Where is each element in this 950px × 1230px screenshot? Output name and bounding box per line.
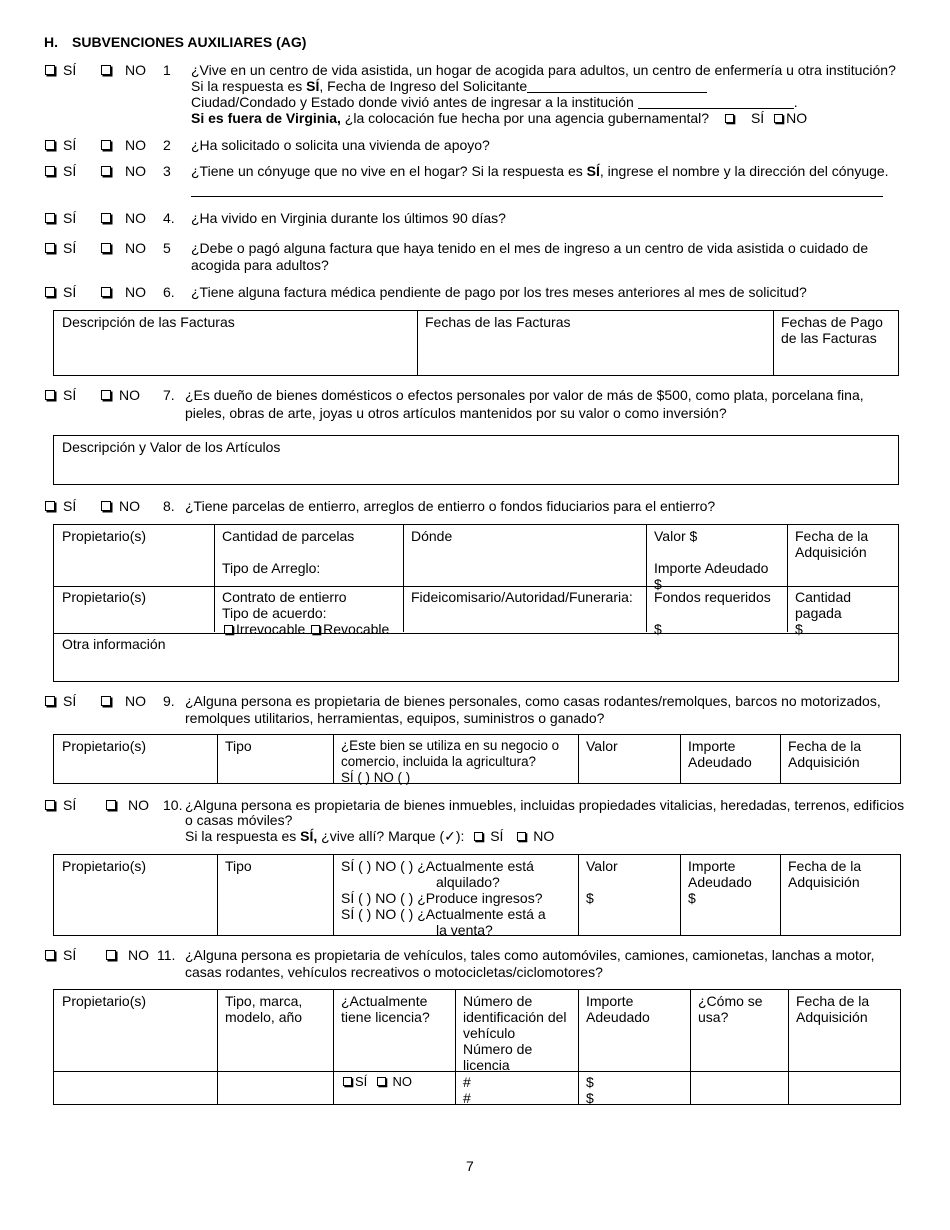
payment-dates-line1: Fechas de Pago bbox=[781, 314, 883, 330]
no-label: NO bbox=[125, 62, 146, 78]
checkbox-icon[interactable] bbox=[45, 140, 55, 150]
type-header: Tipo bbox=[225, 858, 252, 874]
checkbox-icon[interactable] bbox=[474, 832, 483, 841]
page-number: 7 bbox=[466, 1158, 474, 1174]
q7-no-option[interactable] bbox=[101, 387, 140, 403]
acq-date-line1: Fecha de la bbox=[788, 738, 862, 754]
vin-header bbox=[455, 990, 575, 1076]
trustee-header: Fideicomisario/Autoridad/Funeraria: bbox=[411, 589, 633, 605]
q9-text-line2: remolques utilitarios, herramientas, equipos, suministros o ganado? bbox=[185, 710, 605, 726]
acq-date-line1: Fecha de la bbox=[795, 528, 869, 544]
licensed-header bbox=[333, 990, 438, 1028]
no-label: NO bbox=[125, 284, 146, 300]
q6-text: ¿Tiene alguna factura médica pendiente de pago por los tres meses anteriores al mes de solicitud? bbox=[191, 284, 807, 300]
q3-textb: SÍ bbox=[586, 163, 600, 179]
q5-yes-option[interactable] bbox=[45, 240, 76, 256]
yes-label: SÍ bbox=[750, 110, 765, 126]
burial-contract-label: Contrato de entierro bbox=[222, 589, 347, 605]
q3-no-option[interactable] bbox=[101, 163, 146, 179]
vin-values bbox=[455, 1071, 479, 1109]
q10-live-there-line bbox=[185, 828, 554, 845]
burial-table bbox=[53, 524, 899, 682]
checkbox-icon[interactable] bbox=[45, 213, 55, 223]
checkbox-icon[interactable] bbox=[45, 800, 55, 810]
value-label: Valor $ bbox=[654, 528, 698, 544]
q1-line2b: SÍ bbox=[306, 78, 320, 94]
yes-label: SÍ bbox=[63, 947, 77, 963]
section-title: SUBVENCIONES AUXILIARES (AG) bbox=[72, 34, 307, 50]
checkbox-icon[interactable] bbox=[45, 287, 55, 297]
q11-text-line2: casas rodantes, vehículos recreativos o motocicletas/ciclomotores? bbox=[185, 964, 603, 980]
acq-date-line2: Adquisición bbox=[795, 544, 867, 560]
items-description-header: Descripción y Valor de los Artículos bbox=[62, 439, 281, 455]
q4-yes-option[interactable] bbox=[45, 210, 76, 226]
no-label: NO bbox=[119, 498, 140, 514]
bill-dates-header: Fechas de las Facturas bbox=[425, 314, 571, 330]
q10-number: 10. bbox=[163, 797, 183, 813]
funds-required-label: Fondos requeridos bbox=[654, 589, 771, 605]
owner-header: Propietario(s) bbox=[62, 993, 147, 1009]
amount-owed-header bbox=[680, 735, 760, 773]
for-sale-question-cont: la venta? bbox=[436, 922, 493, 938]
no-label: NO bbox=[786, 110, 808, 126]
amount-owed-line2: Adeudado bbox=[688, 874, 752, 890]
amount-paid-dollar: $ bbox=[795, 621, 803, 637]
checkbox-icon[interactable] bbox=[101, 140, 111, 150]
q1-text: ¿Vive en un centro de vida asistida, un hogar de acogida para adultos, un centro de enfermería u otra institución? bbox=[191, 62, 896, 78]
q2-number: 2 bbox=[163, 137, 171, 153]
other-info-header: Otra información bbox=[62, 636, 166, 652]
yes-label: SÍ bbox=[355, 1074, 368, 1089]
licensed-line1: ¿Actualmente bbox=[341, 993, 428, 1009]
q3-number: 3 bbox=[163, 163, 171, 179]
no-label: NO bbox=[128, 947, 149, 963]
checkbox-icon[interactable] bbox=[45, 65, 55, 75]
checkbox-icon[interactable] bbox=[101, 696, 111, 706]
q7-text-line2: pieles, obras de arte, joyas u otros artículos mantenidos por su valor o como inversión? bbox=[185, 405, 727, 421]
q1-line2a: Si la respuesta es bbox=[191, 78, 307, 94]
q2-text: ¿Ha solicitado o solicita una vivienda de apoyo? bbox=[191, 137, 490, 153]
vin-line3: vehículo bbox=[463, 1025, 516, 1041]
section-letter: H. bbox=[44, 34, 58, 50]
acquisition-date-header bbox=[780, 735, 869, 773]
section-heading bbox=[44, 34, 306, 50]
amount-owed-line2: Adeudado bbox=[688, 754, 752, 770]
acq-date-line2: Adquisición bbox=[788, 874, 860, 890]
q3-textc: , ingrese el nombre y la dirección del cónyuge. bbox=[599, 163, 889, 179]
q3-text bbox=[191, 163, 889, 179]
checkbox-icon[interactable] bbox=[106, 800, 116, 810]
value-cell bbox=[578, 855, 626, 909]
amount-owed-label: Importe Adeudado bbox=[654, 560, 769, 576]
owed-dollar-1: $ bbox=[586, 1074, 594, 1090]
q3-yes-option[interactable] bbox=[45, 163, 76, 179]
usage-header bbox=[690, 990, 771, 1028]
personal-property-table bbox=[53, 734, 901, 784]
admission-date-field[interactable] bbox=[527, 79, 707, 93]
no-label: NO bbox=[128, 797, 149, 813]
q10-line3b: SÍ, bbox=[300, 828, 318, 844]
amount-owed-line1: Importe bbox=[688, 738, 736, 754]
q9-text-line1: ¿Alguna persona es propietaria de bienes personales, como casas rodantes/remolques, barcos no motorizados, bbox=[185, 693, 881, 709]
checkbox-icon[interactable] bbox=[101, 65, 111, 75]
yes-label: SÍ bbox=[63, 137, 77, 153]
owner-header: Propietario(s) bbox=[62, 528, 147, 544]
amount-paid-line2: pagada bbox=[795, 605, 842, 621]
q9-no-option[interactable] bbox=[101, 693, 146, 709]
q10-line3a: Si la respuesta es bbox=[185, 828, 301, 844]
checkbox-icon[interactable] bbox=[45, 166, 55, 176]
checkbox-icon[interactable] bbox=[45, 696, 55, 706]
irrevocable-label: Irrevocable bbox=[236, 621, 306, 637]
acq-date-line1: Fecha de la bbox=[788, 858, 862, 874]
make-model-line2: modelo, año bbox=[225, 1009, 303, 1025]
license-number-line1: Número de bbox=[463, 1041, 533, 1057]
checkbox-icon[interactable] bbox=[343, 1077, 352, 1086]
prior-residence-field[interactable] bbox=[638, 95, 794, 109]
usage-line2: usa? bbox=[698, 1009, 729, 1025]
yes-label: SÍ bbox=[63, 62, 77, 78]
plots-count-label: Cantidad de parcelas bbox=[222, 528, 355, 544]
business-use-line2: comercio, incluida la agricultura? bbox=[341, 754, 537, 769]
checkbox-icon[interactable] bbox=[45, 501, 55, 511]
q1-line3: Ciudad/Condado y Estado donde vivió antes de ingresar a la institución bbox=[191, 94, 634, 110]
business-use-cell bbox=[333, 735, 567, 789]
owed-values bbox=[578, 1071, 602, 1109]
q1-number: 1 bbox=[163, 62, 171, 78]
no-label: NO bbox=[119, 387, 140, 403]
household-goods-table bbox=[53, 435, 899, 485]
rented-question[interactable]: SÍ ( ) NO ( ) ¿Actualmente está bbox=[341, 858, 534, 874]
q5-text-line1: ¿Debe o pagó alguna factura que haya tenido en el mes de ingreso a un centro de vida asistida o cuidado de bbox=[191, 240, 869, 256]
vin-line1: Número de bbox=[463, 993, 533, 1009]
vin-line2: identificación del bbox=[463, 1009, 567, 1025]
q11-no-option[interactable] bbox=[106, 947, 149, 963]
owed-dollar-2: $ bbox=[586, 1090, 594, 1106]
q5-text-line2: acogida para adultos? bbox=[191, 257, 329, 273]
no-label: NO bbox=[125, 240, 146, 256]
arrangement-type-label: Tipo de Arreglo: bbox=[222, 560, 321, 576]
value-label: Valor bbox=[586, 858, 618, 874]
q1-line4a: Si es fuera de Virginia, bbox=[191, 110, 341, 126]
yes-label: SÍ bbox=[490, 828, 504, 844]
q4-no-option[interactable] bbox=[101, 210, 146, 226]
revocable-checkbox-icon[interactable] bbox=[311, 625, 320, 634]
make-model-line1: Tipo, marca, bbox=[225, 993, 303, 1009]
checkbox-icon[interactable] bbox=[101, 390, 111, 400]
q9-number: 9. bbox=[163, 693, 175, 709]
yes-label: SÍ bbox=[63, 210, 77, 226]
q8-number: 8. bbox=[163, 498, 175, 514]
amount-owed-line1: Importe bbox=[688, 858, 736, 874]
q5-no-option[interactable] bbox=[101, 240, 146, 256]
amount-owed-line2: Adeudado bbox=[586, 1009, 650, 1025]
q11-text-line1: ¿Alguna persona es propietaria de vehículos, tales como automóviles, camiones, camionetas, lanchas a motor, bbox=[185, 947, 875, 963]
q10-text-line2: o casas móviles? bbox=[185, 812, 293, 828]
q1-prior-residence-line: Ciudad/Condado y Estado donde vivió antes de ingresar a la institución . bbox=[191, 94, 798, 110]
q4-text: ¿Ha vivido en Virginia durante los últimos 90 días? bbox=[191, 210, 506, 226]
amount-paid-cell bbox=[787, 586, 859, 640]
owner-header-2: Propietario(s) bbox=[62, 589, 147, 605]
for-sale-question[interactable]: SÍ ( ) NO ( ) ¿Actualmente está a bbox=[341, 906, 546, 922]
licensed-options[interactable] bbox=[333, 1071, 420, 1093]
q10-yes-option[interactable] bbox=[45, 797, 76, 813]
irrevocable-checkbox-icon[interactable] bbox=[224, 625, 233, 634]
q5-number: 5 bbox=[163, 240, 171, 256]
no-label: NO bbox=[125, 137, 146, 153]
value-header: Valor bbox=[586, 738, 618, 754]
yes-label: SÍ bbox=[63, 240, 77, 256]
q6-number: 6. bbox=[163, 284, 175, 300]
no-label: NO bbox=[125, 210, 146, 226]
q8-text: ¿Tiene parcelas de entierro, arreglos de entierro o fondos fiduciarios para el entierro? bbox=[185, 498, 716, 514]
amount-owed-dollar: $ bbox=[688, 890, 696, 906]
rented-question-cont: alquilado? bbox=[436, 874, 500, 890]
checkbox-icon[interactable] bbox=[45, 390, 55, 400]
amount-owed-line1: Importe bbox=[586, 993, 634, 1009]
q1-no-option[interactable] bbox=[101, 62, 146, 78]
checkbox-icon[interactable] bbox=[45, 950, 55, 960]
vehicles-table bbox=[53, 989, 901, 1105]
checkbox-icon[interactable] bbox=[101, 213, 111, 223]
type-header: Tipo bbox=[225, 738, 252, 754]
no-label: NO bbox=[392, 1074, 413, 1089]
agreement-type-label: Tipo de acuerdo: bbox=[222, 605, 327, 621]
q3-texta: ¿Tiene un cónyuge que no vive en el hogar? Si la respuesta es bbox=[191, 163, 587, 179]
q10-line3c: ¿vive allí? Marque (✓): bbox=[317, 828, 465, 844]
checkbox-icon[interactable] bbox=[101, 243, 111, 253]
payment-dates-header bbox=[773, 311, 891, 349]
value-cell bbox=[646, 525, 776, 595]
yes-label: SÍ bbox=[63, 163, 77, 179]
license-number-line2: licencia bbox=[463, 1057, 510, 1073]
q1-admission-date-line bbox=[191, 78, 707, 94]
vin-hash: # bbox=[463, 1074, 471, 1090]
amount-paid-line1: Cantidad bbox=[795, 589, 852, 605]
acq-date-line2: Adquisición bbox=[796, 1009, 868, 1025]
no-label: NO bbox=[125, 693, 146, 709]
q6-yes-option[interactable] bbox=[45, 284, 76, 300]
q11-yes-option[interactable] bbox=[45, 947, 76, 963]
checkbox-icon[interactable] bbox=[725, 114, 734, 123]
yes-label: SÍ bbox=[63, 693, 77, 709]
payment-dates-line2: de las Facturas bbox=[781, 330, 877, 346]
funds-required-dollar: $ bbox=[654, 621, 662, 637]
no-label: NO bbox=[533, 828, 555, 844]
acquisition-date-cell bbox=[780, 855, 869, 893]
checkbox-icon[interactable] bbox=[377, 1077, 386, 1086]
q7-yes-option[interactable] bbox=[45, 387, 76, 403]
bill-description-header: Descripción de las Facturas bbox=[62, 314, 235, 330]
yes-label: SÍ bbox=[63, 797, 77, 813]
licensed-line2: tiene licencia? bbox=[341, 1009, 430, 1025]
q1-virginia-line bbox=[191, 110, 807, 126]
q2-yes-option[interactable] bbox=[45, 137, 76, 153]
checkbox-icon[interactable] bbox=[774, 114, 783, 123]
q8-no-option[interactable] bbox=[101, 498, 140, 514]
q4-number: 4. bbox=[163, 210, 175, 226]
checkbox-icon[interactable] bbox=[101, 287, 111, 297]
checkbox-icon[interactable] bbox=[45, 243, 55, 253]
acquisition-date-header bbox=[788, 990, 877, 1028]
q10-text-line1: ¿Alguna persona es propietaria de bienes inmuebles, incluidas propiedades vitalicias, heredadas, terrenos, edificios bbox=[185, 797, 905, 813]
checkbox-icon[interactable] bbox=[517, 832, 526, 841]
q7-number: 7. bbox=[163, 387, 175, 403]
plots-cell bbox=[214, 525, 362, 579]
spouse-info-line[interactable] bbox=[191, 196, 883, 197]
q1-yes-option[interactable] bbox=[45, 62, 76, 78]
no-label: NO bbox=[125, 163, 146, 179]
amount-owed-header bbox=[578, 990, 658, 1028]
burial-contract-cell bbox=[214, 586, 397, 640]
owner-header: Propietario(s) bbox=[62, 738, 147, 754]
q1-line2c: , Fecha de Ingreso del Solicitante bbox=[319, 78, 528, 94]
license-hash: # bbox=[463, 1090, 471, 1106]
amount-owed-dollar: $ bbox=[654, 576, 662, 592]
q6-no-option[interactable] bbox=[101, 284, 146, 300]
q2-no-option[interactable] bbox=[101, 137, 146, 153]
make-model-header bbox=[217, 990, 310, 1028]
q9-yes-option[interactable] bbox=[45, 693, 76, 709]
real-estate-table bbox=[53, 854, 901, 936]
value-dollar: $ bbox=[586, 890, 594, 906]
where-header: Dónde bbox=[411, 528, 453, 544]
q11-number: 11. bbox=[157, 947, 176, 963]
acq-date-line2: Adquisición bbox=[788, 754, 860, 770]
checkbox-icon[interactable] bbox=[101, 166, 111, 176]
acq-date-line1: Fecha de la bbox=[796, 993, 870, 1009]
usage-line1: ¿Cómo se bbox=[698, 993, 763, 1009]
funds-required-cell bbox=[646, 586, 779, 640]
q1-line4b: ¿la colocación fue hecha por una agencia gubernamental? bbox=[340, 110, 710, 126]
checkbox-icon[interactable] bbox=[106, 950, 116, 960]
owner-header: Propietario(s) bbox=[62, 858, 147, 874]
business-use-line1: ¿Este bien se utiliza en su negocio o bbox=[341, 738, 560, 753]
amount-owed-cell bbox=[680, 855, 760, 909]
yes-label: SÍ bbox=[63, 498, 77, 514]
yes-label: SÍ bbox=[63, 284, 77, 300]
yes-label: SÍ bbox=[63, 387, 77, 403]
q10-no-option[interactable] bbox=[106, 797, 149, 813]
business-use-yes-no[interactable]: SÍ ( ) NO ( ) bbox=[341, 770, 411, 785]
revocable-label: Revocable bbox=[323, 621, 390, 637]
income-question[interactable]: SÍ ( ) NO ( ) ¿Produce ingresos? bbox=[341, 890, 543, 906]
q7-text-line1: ¿Es dueño de bienes domésticos o efectos personales por valor de más de $500, como plata, porcelana fina, bbox=[185, 387, 864, 403]
medical-bills-table bbox=[53, 310, 899, 376]
property-status-cell[interactable] bbox=[333, 855, 554, 941]
checkbox-icon[interactable] bbox=[101, 501, 111, 511]
q8-yes-option[interactable] bbox=[45, 498, 76, 514]
acquisition-date-cell bbox=[787, 525, 876, 563]
